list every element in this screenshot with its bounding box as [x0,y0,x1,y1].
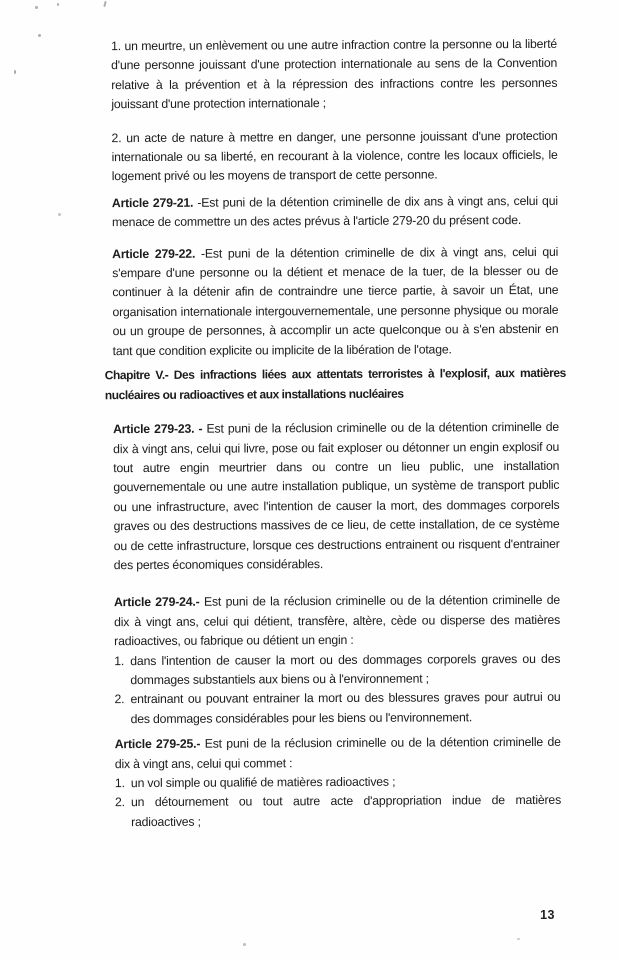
scan-speckle [35,6,38,9]
list-text: un meurtre, un enlèvement ou une autre infraction contre la personne ou la liberté d'une personne jouissant d'une protection internationale au sens de la Convention relative à la prévention et à la répression des infractions contre les personnes jouissant d'une protection internationale ; [111,36,558,112]
list-number: 2. [114,692,125,707]
numbered-item [115,791,561,832]
article-label: Article 279-21. [111,195,194,211]
list-number: 1. [111,39,121,54]
article-279-21 [112,192,558,233]
article-279-24 [114,591,561,729]
numbered-item [114,649,560,690]
article-279-22 [112,242,559,361]
list-text: entrainant ou pouvant entrainer la mort ou des blessures graves pour autrui ou des dommages considérables pour les biens ou l'environnement. [130,690,561,726]
scan-speckle [103,1,106,7]
intro-list-item-1 [111,35,557,115]
scan-speckle [517,938,520,940]
article-279-24-intro [114,591,560,652]
article-text: Est puni de la réclusion criminelle ou de la détention criminelle de dix à vingt ans, celui qui commet : [114,735,561,771]
article-text: -Est puni de la détention criminelle de dix à vingt ans, celui qui s'empare d'une personne ou la détient et menace de la tuer, de la blesser ou de continuer à la détenir afin de contraindre une tierce partie, à savoir un État, une organisation internationale intergouvernementale, une personne physique ou morale ou un groupe de personnes, à accomplir un acte quelconque ou à s'en abstenir en tant que condition explicite ou implicite de la libération de l'otage. [112,244,559,358]
list-text: un détournement ou tout autre acte d'appropriation indue de matières radioactives ; [130,793,562,829]
scan-speckle [38,34,41,37]
list-text: un acte de nature à mettre en danger, une personne jouissant d'une protection internationale ou sa liberté, en recourant à la violence, contre les locaux officiels, le logement privé ou les moyens de transport de cette personne. [111,128,558,184]
article-label: Article 279-24.- [113,595,200,610]
scan-speckle [14,70,16,74]
article-label: Article 279-23. - [113,421,203,437]
article-279-23 [113,418,560,576]
scan-speckle [58,213,61,216]
article-label: Article 279-22. [112,246,196,261]
article-label: Article 279-25.- [114,736,201,752]
article-text: Est puni de la réclusion criminelle ou de la détention criminelle de dix à vingt ans, celui qui livre, pose ou fait exploser ou détonner un engin explosif ou tout autre engin meurtrier dans ou contre un lieu public, une installation gouvernementale ou une autre installation publique, un système de transport public ou une infrastructure, avec l'intention de causer la mort, des dommages corporels graves ou des destructions massives de ce lieu, de cette installation, de ce système ou de cette infrastructure, lorsque ces destructions entrainent ou risquent d'entrainer des pertes économiques considérables. [113,419,560,573]
page-content [104,35,566,833]
list-number: 1. [114,653,125,668]
intro-list-item-2 [111,126,557,187]
page-number: 13 [540,908,555,922]
chapter-v-heading: Chapitre V.- Des infractions liées aux attentats terroristes à l'explosif, aux matières nucléaires ou radioactives et aux installations nucléaires [104,365,566,403]
list-text: dans l'intention de causer la mort ou des dommages corporels graves ou des dommages substantiels aux biens ou à l'environnement ; [130,651,561,688]
article-text: -Est puni de la détention criminelle de dix ans à vingt ans, celui qui menace de commettre un des actes prévus à l'article 279-20 du présent code. [111,193,558,230]
list-number: 2. [111,130,122,145]
numbered-item [115,772,561,794]
numbered-item [114,688,560,729]
scan-speckle [57,3,59,6]
article-279-25-intro [115,733,561,774]
article-279-25 [115,733,562,832]
list-text: un vol simple ou qualifié de matières radioactives ; [130,774,396,791]
article-text: Est puni de la réclusion criminelle ou de la détention criminelle de dix à vingt ans, celui qui détient, transfère, altère, cède ou disperse des matières radioactives, ou fabrique ou détient un engin : [114,593,561,649]
list-number: 2. [114,795,125,810]
list-number: 1. [114,776,125,791]
scan-speckle [243,943,246,946]
